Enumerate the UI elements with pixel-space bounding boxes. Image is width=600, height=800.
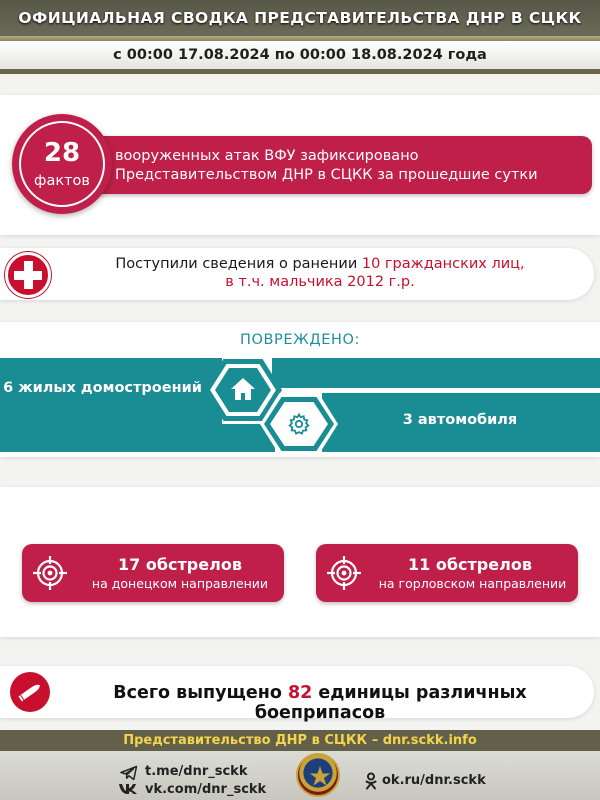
telegram-link[interactable]: t.me/dnr_sckk: [145, 764, 248, 779]
odnoklassniki-icon: [365, 772, 377, 790]
footer-band: [0, 730, 600, 751]
injured-detail: в т.ч. мальчика 2012 г.р.: [225, 274, 415, 290]
attacks-count: 28: [43, 138, 81, 168]
shelling-gorlovka-direction: на горловском направлении: [378, 576, 567, 591]
header-period: с 00:00 17.08.2024 по 00:00 18.08.2024 года: [113, 47, 487, 63]
header-title: ОФИЦИАЛЬНАЯ СВОДКА ПРЕДСТАВИТЕЛЬСТВА ДНР В СЦКК: [18, 9, 582, 27]
ammo-suffix: единицы различных боеприпасов: [254, 683, 527, 723]
target-icon: [30, 553, 70, 593]
attacks-count-label: фактов: [34, 173, 90, 189]
ammo-count: 82: [287, 683, 313, 703]
attacks-description: [115, 147, 585, 185]
ammo-total: [60, 683, 580, 723]
damaged-cars: 3 автомобиля: [402, 412, 518, 428]
medical-cross-horizontal: [14, 271, 42, 280]
ammo-prefix: Всего выпущено: [113, 683, 288, 703]
vk-icon: [118, 783, 138, 795]
bullet-icon: [16, 680, 44, 704]
emblem-star-icon: [307, 763, 333, 789]
damaged-band-bottom-left: [0, 424, 275, 452]
damaged-title: ПОВРЕЖДЕНО:: [239, 332, 361, 348]
damaged-houses: 6 жилых домостроений: [3, 380, 202, 396]
damaged-band-top-right: [272, 358, 600, 388]
footer-band-text: Представительство ДНР в СЦКК – dnr.sckk.info: [123, 733, 477, 748]
header-period-bar: [0, 41, 600, 69]
gear-icon: [287, 412, 311, 436]
vk-link[interactable]: vk.com/dnr_sckk: [145, 782, 267, 797]
ok-link[interactable]: ok.ru/dnr.sckk: [382, 773, 486, 788]
house-icon: [229, 376, 257, 402]
telegram-icon: [120, 765, 138, 781]
header-title-bar: [0, 0, 600, 36]
shelling-donetsk-direction: на донецком направлении: [91, 576, 269, 591]
attacks-line-1: вооруженных атак ВФУ зафиксировано: [115, 148, 419, 164]
injured-count: 10 гражданских лиц,: [361, 256, 525, 272]
shelling-gorlovka-count: 11 обстрелов: [408, 555, 532, 574]
injured-prefix: Поступили сведения о ранении: [115, 256, 362, 272]
injured-text: [70, 255, 570, 291]
shelling-donetsk-count: 17 обстрелов: [118, 555, 242, 574]
header-divider-bottom: [0, 69, 600, 74]
attacks-line-2: Представительством ДНР в СЦКК за прошедшие сутки: [115, 167, 538, 183]
target-icon: [324, 553, 364, 593]
